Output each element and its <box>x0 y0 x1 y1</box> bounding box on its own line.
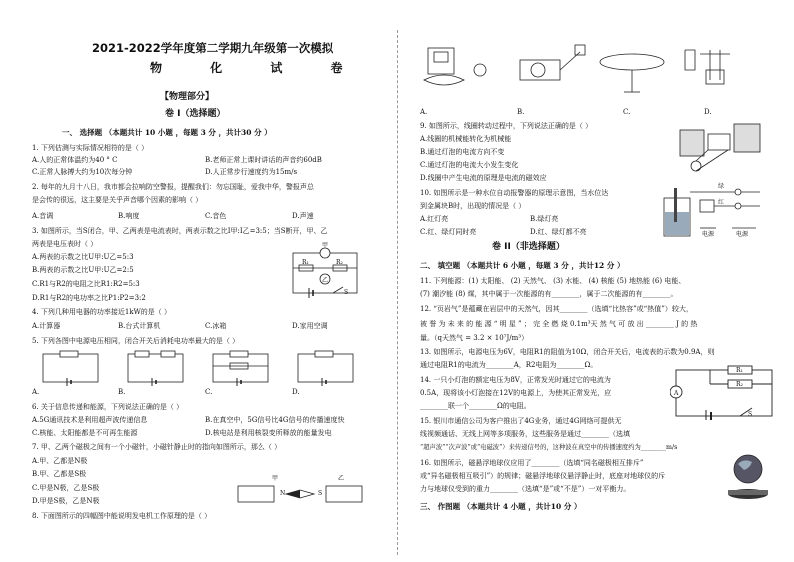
q10-stem-2: 到金属块B时，出现的情况是（ ） <box>420 202 526 210</box>
q9-c: C.通过灯泡的电流大小发生变化 <box>420 161 519 169</box>
q8-c: C. <box>623 108 631 116</box>
q10-c: C.红、绿灯同时亮 <box>420 228 477 236</box>
q4-stem: 4. 下列几种用电器的功率接近1kW的是（ ） <box>32 308 172 316</box>
q8-d: D. <box>704 108 712 116</box>
exam-title: 2021-2022学年度第二学期九年级第一次模拟 <box>92 41 334 55</box>
q8-a: A. <box>420 108 428 116</box>
q7-a: A.甲、乙都是N极 <box>32 457 88 465</box>
q1-a: A.人的正常体温约为40 ° C <box>32 156 118 164</box>
q7-s-label: S <box>318 490 323 497</box>
q15-line3: “超声波”“次声波”或“电磁波”）来传递信号的，这种波在真空中的传播速度约为________m/s <box>420 444 678 451</box>
q9-b: B.通过灯泡的电流方向不变 <box>420 148 505 156</box>
q2-stem-1: 2. 每年的九月十八日，我市都会拉响防空警报，提醒我们：勿忘国耻，爱我中华，警报声总 <box>32 183 314 191</box>
q10-stem-1: 10. 如图所示是一种水位自动报警器的原理示意图，当水位达 <box>420 189 609 197</box>
q15-line2: 线视频通话、无线上网等多项服务，这些服务是通过________（选填 <box>420 430 630 438</box>
q14-line1: 14. 一只小灯泡的额定电压为8V，正常发光时通过它的电流为 <box>420 376 611 384</box>
q7-magnet-figure <box>236 478 366 508</box>
q14-line3: ________联一个________Ω的电阻。 <box>420 402 531 410</box>
q9-a: A.线圈的机械能转化为机械能 <box>420 135 512 143</box>
q2-d: D.声速 <box>292 212 314 220</box>
q15-line1: 15. 银川市通信公司为客户推出了4G业务，通过4G网络可提供无 <box>420 417 622 425</box>
q6-d: D.核电站是利用核裂变所释放的能量发电 <box>205 429 332 437</box>
q3-circuit-figure <box>285 243 365 299</box>
q2-stem-2: 是会传的很远，这主要是关乎声音哪个因素的影响（ ） <box>32 196 203 204</box>
q2-c: C.音色 <box>205 212 227 220</box>
q10-green-label: 绿 <box>718 183 725 190</box>
q10-source1-label: 电源 <box>702 231 715 238</box>
q6-c: C.核能、太阳能都是不可再生能源 <box>32 429 138 437</box>
q6-a: A.5G通讯技术是利用超声波传递信息 <box>32 416 148 424</box>
q13-line2: 通过电阻R1的电流为________A，R2电阻为________Ω。 <box>420 361 598 369</box>
section1-heading: 一、 选择题 （本题共计 10 小题 ，每题 3 分 ，共计30 分 ） <box>62 128 272 137</box>
q12-line1: 12. “页岩气”是蕴藏在岩层中的天然气，因其________（选填“比热容”或“热值”）较大， <box>420 305 693 313</box>
q4-c: C.冰箱 <box>205 322 227 330</box>
q3-r2-label: R₂ <box>336 259 343 266</box>
q3-c: C.R1与R2的电阻之比R1:R2=5:3 <box>32 280 140 288</box>
q5-a: A. <box>32 388 40 396</box>
q4-d: D.家用空调 <box>292 322 328 330</box>
q1-d: D.人正常步行速度约为15m/s <box>205 168 298 176</box>
q10-a: A.红灯亮 <box>420 215 449 223</box>
q10-red-label: 红 <box>718 199 725 206</box>
q7-n-label: N <box>280 490 286 497</box>
q3-s-label: S <box>344 289 349 296</box>
q8-option-figures <box>410 40 770 100</box>
q3-yi-label: 乙 <box>322 277 329 284</box>
q3-stem-2: 两表是电压表时（ ） <box>32 240 98 248</box>
q13-s-label: S <box>748 411 753 418</box>
q13-a-label: A <box>674 390 679 397</box>
q5-stem: 5. 下列各图中电源电压相同，闭合开关后消耗电功率最大的是（ ） <box>32 337 240 345</box>
volume1-label: 卷 I（选择题） <box>165 109 226 119</box>
q3-stem-1: 3. 如图所示，当S闭合，甲、乙两表是电流表时，两表示数之比I甲:I乙=3:5；当S断开，甲、乙 <box>32 227 328 235</box>
q3-jia-label: 甲 <box>322 242 329 249</box>
q9-d: D.线圈中产生电流的原理是电流的磁效应 <box>420 174 547 182</box>
q1-stem: 1. 下列估测与实际情况相符的是（ ） <box>32 144 149 152</box>
q9-generator-figure <box>668 120 778 176</box>
q11-line2: (7) 潮汐能 (8) 煤，其中属于一次能源的有________，属于二次能源的有________。 <box>420 290 678 298</box>
q14-line2: 0.5A，现将该小灯泡接在12V的电源上，为使其正常发光，应 <box>420 389 612 397</box>
q5-b: B. <box>118 388 126 396</box>
q13-r2-label: R₂ <box>736 381 743 388</box>
section3-heading: 三、 作图题 （本题共计 4 小题 ，共计10 分 ） <box>420 502 582 511</box>
q2-a: A.音调 <box>32 212 54 220</box>
q3-r1-label: R₁ <box>302 259 309 266</box>
exam-subtitle: 物 化 试 卷 <box>150 61 365 75</box>
q13-circuit-figure <box>670 362 780 420</box>
q4-b: B.台式计算机 <box>118 322 161 330</box>
q3-d: D.R1与R2的电功率之比P1:P2=3:2 <box>32 294 146 302</box>
q13-r1-label: R₁ <box>736 367 743 374</box>
q16-line3: 力与地球仪受到的重力________（选填“是”或“不是”）一对平衡力。 <box>420 485 631 493</box>
q10-b: B.绿灯亮 <box>530 215 559 223</box>
q16-maglev-globe-figure <box>718 452 778 502</box>
q13-line1: 13. 如图所示，电源电压为6V，电阻R1的阻值为10Ω，闭合开关后，电流表的示数为0.9A，则 <box>420 348 715 356</box>
q6-stem: 6. 关于信息传递和能源，下列说法正确的是（ ） <box>32 403 184 411</box>
q3-b: B.两表的示数之比U甲:U乙=2:5 <box>32 266 134 274</box>
q4-a: A.计算器 <box>32 322 61 330</box>
q1-c: C.正常人脉搏大约为10次每分钟 <box>32 168 133 176</box>
q12-line3: 量。（q天然气 = 3.2 × 10⁷J/m³） <box>420 334 529 342</box>
q6-b: B.在真空中，5G信号比4G信号的传播速度快 <box>205 416 345 424</box>
column-divider <box>397 30 398 555</box>
q7-b: B.甲、乙都是S极 <box>32 470 87 478</box>
q7-jia-label: 甲 <box>272 475 279 482</box>
q7-d: D.甲是S极，乙是N极 <box>32 497 100 505</box>
q7-c: C.甲是N极，乙是S极 <box>32 484 100 492</box>
part-label: 【物理部分】 <box>160 92 215 102</box>
q10-water-alarm-figure <box>660 182 770 238</box>
q1-b: B.老师正常上课时讲话的声音约60dB <box>205 156 322 164</box>
q3-a: A.两表的示数之比U甲:U乙=5:3 <box>32 253 134 261</box>
q7-stem: 7. 甲、乙两个磁极之间有一个小磁针，小磁针静止时的指向如图所示，那么（ ） <box>32 443 282 451</box>
q5-c: C. <box>205 388 213 396</box>
q8-b: B. <box>517 108 525 116</box>
q11-line1: 11. 下列能源：(1) 太阳能、 (2) 天然气、 (3) 水能、 (4) 核能 (5) 地热能 (6) 电能、 <box>420 277 686 285</box>
q12-line2: 被 誉 为 未 来 的 能 源 “ 明 星 ” ； 完 全 燃 烧 0.1m³天 然 气 可 放 出 ________ J 的 热 <box>420 320 698 328</box>
q10-source2-label: 电源 <box>736 231 749 238</box>
q5-d: D. <box>292 388 300 396</box>
q10-d: D.红、绿灯都不亮 <box>530 228 587 236</box>
q5-circuit-options <box>35 350 365 386</box>
q8-stem: 8. 下面图所示的四幅图中能说明发电机工作原理的是（ ） <box>32 512 212 520</box>
volume2-label: 卷 II（非选择题） <box>492 242 565 252</box>
q16-line1: 16. 如图所示，磁悬浮地球仪应用了________（选填“同名磁极相互排斥” <box>420 459 644 467</box>
q2-b: B.响度 <box>118 212 140 220</box>
q16-line2: 或“异名磁极相互吸引”）的规律；磁悬浮地球仪悬浮静止时，底座对地球仪的斥 <box>420 472 666 480</box>
q9-stem: 9. 如图所示，线圈转动过程中，下列说法正确的是（ ） <box>420 122 593 130</box>
section2-heading: 二、 填空题 （本题共计 6 小题 ，每题 3 分 ，共计12 分 ） <box>420 261 625 270</box>
q7-yi-label: 乙 <box>338 475 345 482</box>
